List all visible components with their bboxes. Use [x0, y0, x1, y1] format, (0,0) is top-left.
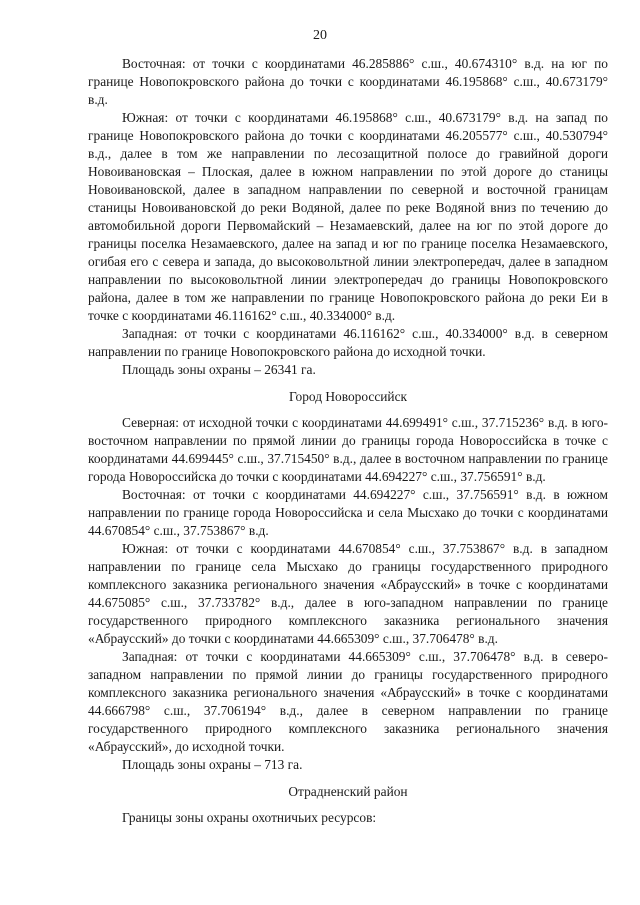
area-paragraph: Площадь зоны охраны – 26341 га.: [122, 362, 316, 377]
document-body: [88, 55, 608, 827]
north-border-paragraph: Северная: от исходной точки с координатами 44.699491° с.ш., 37.715236° в.д. в юго-восточном направлении по прямой линии до границы города Новороссийска в точке с координатами 44.699445° с.ш., 37.715450° в.д., далее в восточном направлении по границе города Новороссийска до точки с координатами 44.694227° с.ш., 37.756591° в.д.: [88, 415, 608, 484]
page-number: 20: [313, 28, 327, 43]
borders-intro-paragraph: Границы зоны охраны охотничьих ресурсов:: [122, 810, 377, 825]
east-border-paragraph: Восточная: от точки с координатами 46.285886° с.ш., 40.674310° в.д. на юг по границе Новопокровского района до точки с координатами 46.195868° с.ш., 40.673179° в.д.: [88, 56, 608, 107]
area-paragraph-novorossiysk: Площадь зоны охраны – 713 га.: [122, 757, 303, 772]
west-border-paragraph: Западная: от точки с координатами 46.116162° с.ш., 40.334000° в.д. в северном направлении по границе Новопокровского района до исходной точки.: [88, 326, 608, 359]
east-border-paragraph-novorossiysk: Восточная: от точки с координатами 44.694227° с.ш., 37.756591° в.д. в южном направлении по границе города Новороссийска и села Мысхако до точки с координатами 44.670854° с.ш., 37.753867° в.д.: [88, 487, 608, 538]
section-heading-novorossiysk: Город Новороссийск: [288, 389, 408, 404]
west-border-paragraph-novorossiysk: Западная: от точки с координатами 44.665309° с.ш., 37.706478° в.д. в северо-западном направлении по прямой линии до границы государственного природного комплексного заказника регионального значения «Абраусский» в точке с координатами 44.666798° с.ш., 37.706194° в.д., далее в северном направлении по границе государственного природного комплексного заказника регионального значения «Абраусский», до исходной точки.: [88, 649, 608, 754]
section-heading-otradnensky: Отрадненский район: [288, 784, 408, 799]
south-border-paragraph-novorossiysk: Южная: от точки с координатами 44.670854° с.ш., 37.753867° в.д. в западном направлении по границе села Мысхако до границы государственного природного комплексного заказника регионального значения «Абраусский» в точке с координатами 44.675085° с.ш., 37.733782° в.д., далее в юго-западном направлении по границе государственного природного комплексного заказника регионального значения «Абраусский» до точки с координатами 44.665309° с.ш., 37.706478° в.д.: [88, 541, 608, 646]
south-border-paragraph: Южная: от точки с координатами 46.195868° с.ш., 40.673179° в.д. на запад по границе Новопокровского района до точки с координатами 46.205577° с.ш., 40.530794° в.д., далее в том же направлении по лесозащитной полосе до гравийной дороги Новоивановская – Плоская, далее в южном направлении по этой дороге до станицы Новоивановской, далее в западном направлении по северной и восточной границам станицы Новоивановской до реки Водяной, далее по реке Водяной вниз по течению до автомобильной дороги Первомайский – Незамаевский, далее на юг по этой дороге до границы поселка Незамаевского, далее на запад и юг по границе поселка Незамаевского, огибая его с севера и запада, до высоковольтной линии электропередач, далее в западном направлении по высоковольтной линии электропередач до границы Новопокровского района, далее в том же направлении по границе Новопокровского района до реки Еи в точке с координатами 46.116162° с.ш., 40.334000° в.д.: [88, 110, 608, 323]
